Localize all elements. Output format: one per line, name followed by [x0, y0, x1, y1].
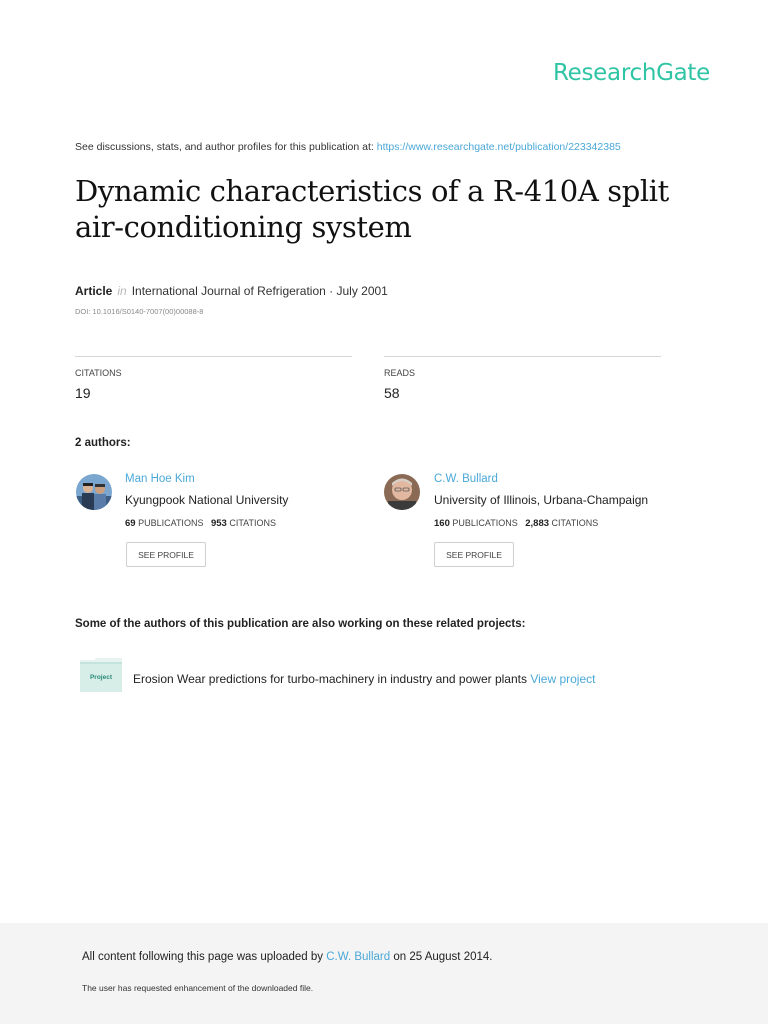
reads-divider	[384, 356, 661, 357]
author-publications-count: 69	[125, 518, 136, 529]
project-badge: Project	[89, 674, 113, 681]
uploader-link[interactable]: C.W. Bullard	[326, 951, 391, 963]
citations-label: CITATIONS	[75, 368, 122, 378]
author-citations-count: 953	[210, 518, 227, 529]
upload-prefix: All content following this page was uploaded by	[82, 951, 324, 963]
author-publications-count: 160	[434, 518, 450, 529]
upload-suffix: on 25 August 2014.	[393, 951, 493, 963]
footer-panel	[0, 923, 768, 1024]
author-name-link[interactable]: C.W. Bullard	[434, 473, 498, 485]
see-profile-button[interactable]: SEE PROFILE	[434, 542, 514, 567]
publication-url-link[interactable]: https://www.researchgate.net/publication/223342385	[376, 141, 621, 153]
project-item	[133, 672, 595, 686]
authors-heading: 2 authors:	[75, 437, 131, 449]
project-title: Erosion Wear predictions for turbo-machinery in industry and power plants	[133, 672, 527, 686]
see-profile-button[interactable]: SEE PROFILE	[126, 542, 206, 567]
reads-value: 58	[384, 385, 400, 401]
discussion-note	[75, 141, 621, 153]
author-citations-count: 2,883	[525, 518, 550, 529]
discussion-prefix: See discussions, stats, and author profiles for this publication at:	[75, 141, 377, 153]
upload-note	[82, 951, 492, 963]
author-avatar[interactable]	[76, 474, 112, 510]
view-project-link[interactable]: View project	[530, 672, 596, 686]
author-publications-label: PUBLICATIONS	[138, 518, 204, 528]
enhancement-note: The user has requested enhancement of the downloaded file.	[82, 983, 314, 993]
author-affiliation: Kyungpook National University	[125, 493, 289, 507]
reads-label: READS	[384, 368, 416, 378]
author-affiliation: University of Illinois, Urbana-Champaign	[434, 493, 649, 507]
author-stats	[125, 518, 276, 529]
publication-type: Article	[75, 284, 113, 298]
author-name-link[interactable]: Man Hoe Kim	[125, 473, 195, 485]
doi: DOI: 10.1016/S0140-7007(00)00088-8	[75, 307, 204, 316]
avatar-photo-icon	[384, 474, 420, 510]
researchgate-logo[interactable]: ResearchGate	[553, 60, 710, 86]
citations-divider	[75, 356, 352, 357]
author-citations-label: CITATIONS	[551, 518, 599, 528]
project-folder-icon[interactable]	[80, 658, 122, 692]
publication-title: Dynamic characteristics of a R-410A split air-conditioning system	[75, 174, 669, 244]
publication-meta	[75, 284, 388, 298]
author-publications-label: PUBLICATIONS	[452, 518, 518, 528]
citations-value: 19	[75, 385, 91, 401]
avatar-photo-icon	[76, 474, 112, 510]
author-citations-label: CITATIONS	[229, 518, 277, 528]
author-avatar[interactable]	[384, 474, 420, 510]
projects-heading: Some of the authors of this publication are also working on these related projects:	[75, 618, 526, 630]
journal-date: International Journal of Refrigeration · July 2001	[131, 284, 388, 298]
in-word: in	[117, 284, 127, 298]
author-stats	[434, 518, 598, 529]
